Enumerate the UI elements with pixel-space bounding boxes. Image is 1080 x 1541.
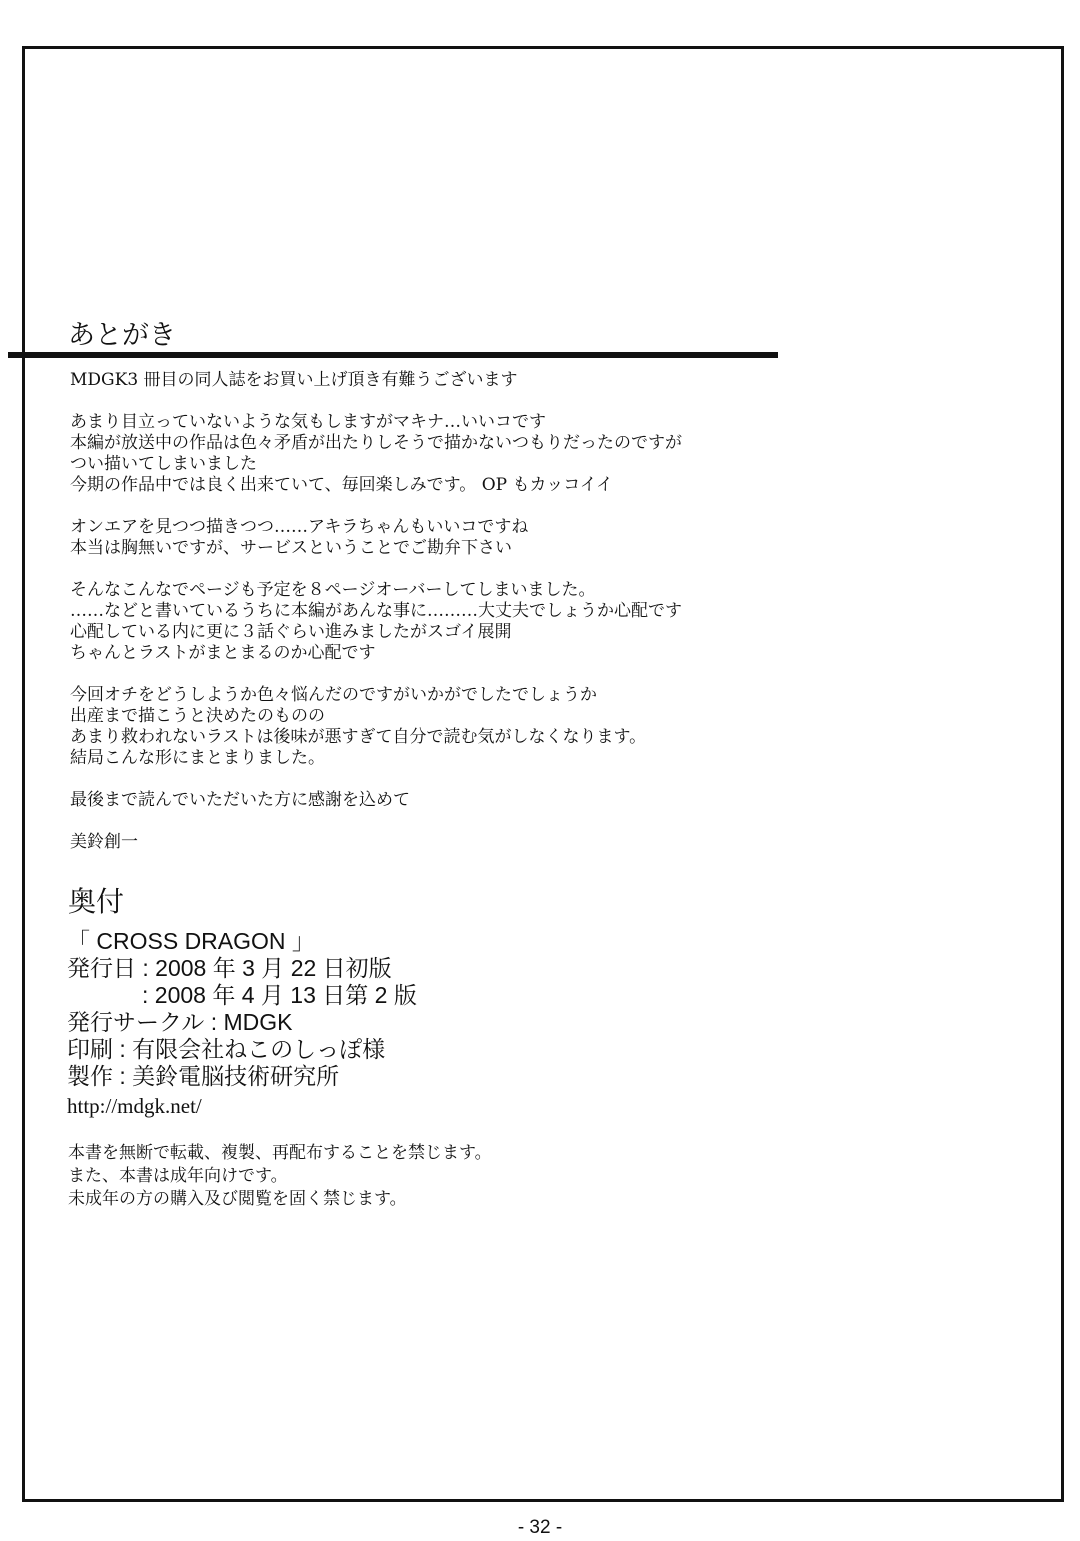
- afterword-line: 本編が放送中の作品は色々矛盾が出たりしそうで描かないつもりだったのですが: [70, 433, 682, 453]
- page-number: - 32 -: [517, 1517, 563, 1538]
- notice-line: 本書を無断で転載、複製、再配布することを禁じます。: [68, 1143, 492, 1163]
- afterword-line: 結局こんな形にまとまりました。: [70, 748, 325, 768]
- afterword-body: [70, 370, 830, 874]
- afterword-line: オンエアを見つつ描きつつ……アキラちゃんもいいコですね: [70, 517, 529, 537]
- afterword-line: ちゃんとラストがまとまるのか心配です: [70, 643, 376, 663]
- afterword-line: MDGK3 冊目の同人誌をお買い上げ頂き有難うございます: [70, 370, 518, 390]
- author-signature: [70, 832, 830, 853]
- afterword-paragraph: [70, 685, 830, 769]
- circle-name: 発行サークル : MDGK: [67, 1009, 293, 1035]
- afterword-line: 今回オチをどうしようか色々悩んだのですがいかがでしたでしょうか: [70, 685, 597, 705]
- website-link[interactable]: http://mdgk.net/: [67, 1094, 202, 1118]
- colophon-title: 奥付: [68, 885, 125, 918]
- afterword-line: あまり救われないラストは後味が悪すぎて自分で読む気がしなくなります。: [70, 727, 647, 747]
- notice-line: 未成年の方の購入及び閲覧を固く禁じます。: [68, 1189, 407, 1209]
- notice-line: また、本書は成年向けです。: [68, 1166, 288, 1186]
- afterword-line: 本当は胸無いですが、サービスということでご勘弁下さい: [70, 538, 512, 558]
- copyright-notice: [68, 1142, 492, 1211]
- afterword-paragraph: [70, 517, 830, 559]
- afterword-line: そんなこんなでページも予定を８ページオーバーしてしまいました。: [70, 580, 596, 600]
- afterword-paragraph: [70, 412, 830, 496]
- afterword-title: あとがき: [68, 320, 176, 351]
- afterword-line: 最後まで読んでいただいた方に感謝を込めて: [70, 790, 410, 810]
- production-name: 製作 : 美鈴電脳技術研究所: [67, 1063, 340, 1089]
- colophon-block: [67, 928, 417, 1090]
- book-title: 「 CROSS DRAGON 」: [67, 928, 315, 954]
- issue-date-first: 発行日 : 2008 年 3 月 22 日初版: [67, 955, 392, 981]
- printer-name: 印刷 : 有限会社ねこのしっぽ様: [67, 1036, 386, 1062]
- afterword-line: つい描いてしまいました: [70, 454, 257, 474]
- afterword-line: 心配している内に更に３話ぐらい進みましたがスゴイ展開: [70, 622, 512, 642]
- afterword-line: 今期の作品中では良く出来ていて、毎回楽しみです。 OP もカッコイイ: [70, 475, 613, 495]
- author-name: 美鈴創一: [70, 832, 138, 852]
- afterword-paragraph: [70, 580, 830, 664]
- issue-date-second: : 2008 年 4 月 13 日第 2 版: [142, 982, 417, 1008]
- section-divider: [8, 352, 778, 358]
- afterword-paragraph: [70, 790, 830, 811]
- afterword-line: あまり目立っていないような気もしますがマキナ…いいコです: [70, 412, 546, 432]
- afterword-paragraph: [70, 370, 830, 391]
- afterword-line: 出産まで描こうと決めたのものの: [70, 706, 325, 726]
- afterword-line: ……などと書いているうちに本編があんな事に………大丈夫でしょうか心配です: [70, 601, 682, 621]
